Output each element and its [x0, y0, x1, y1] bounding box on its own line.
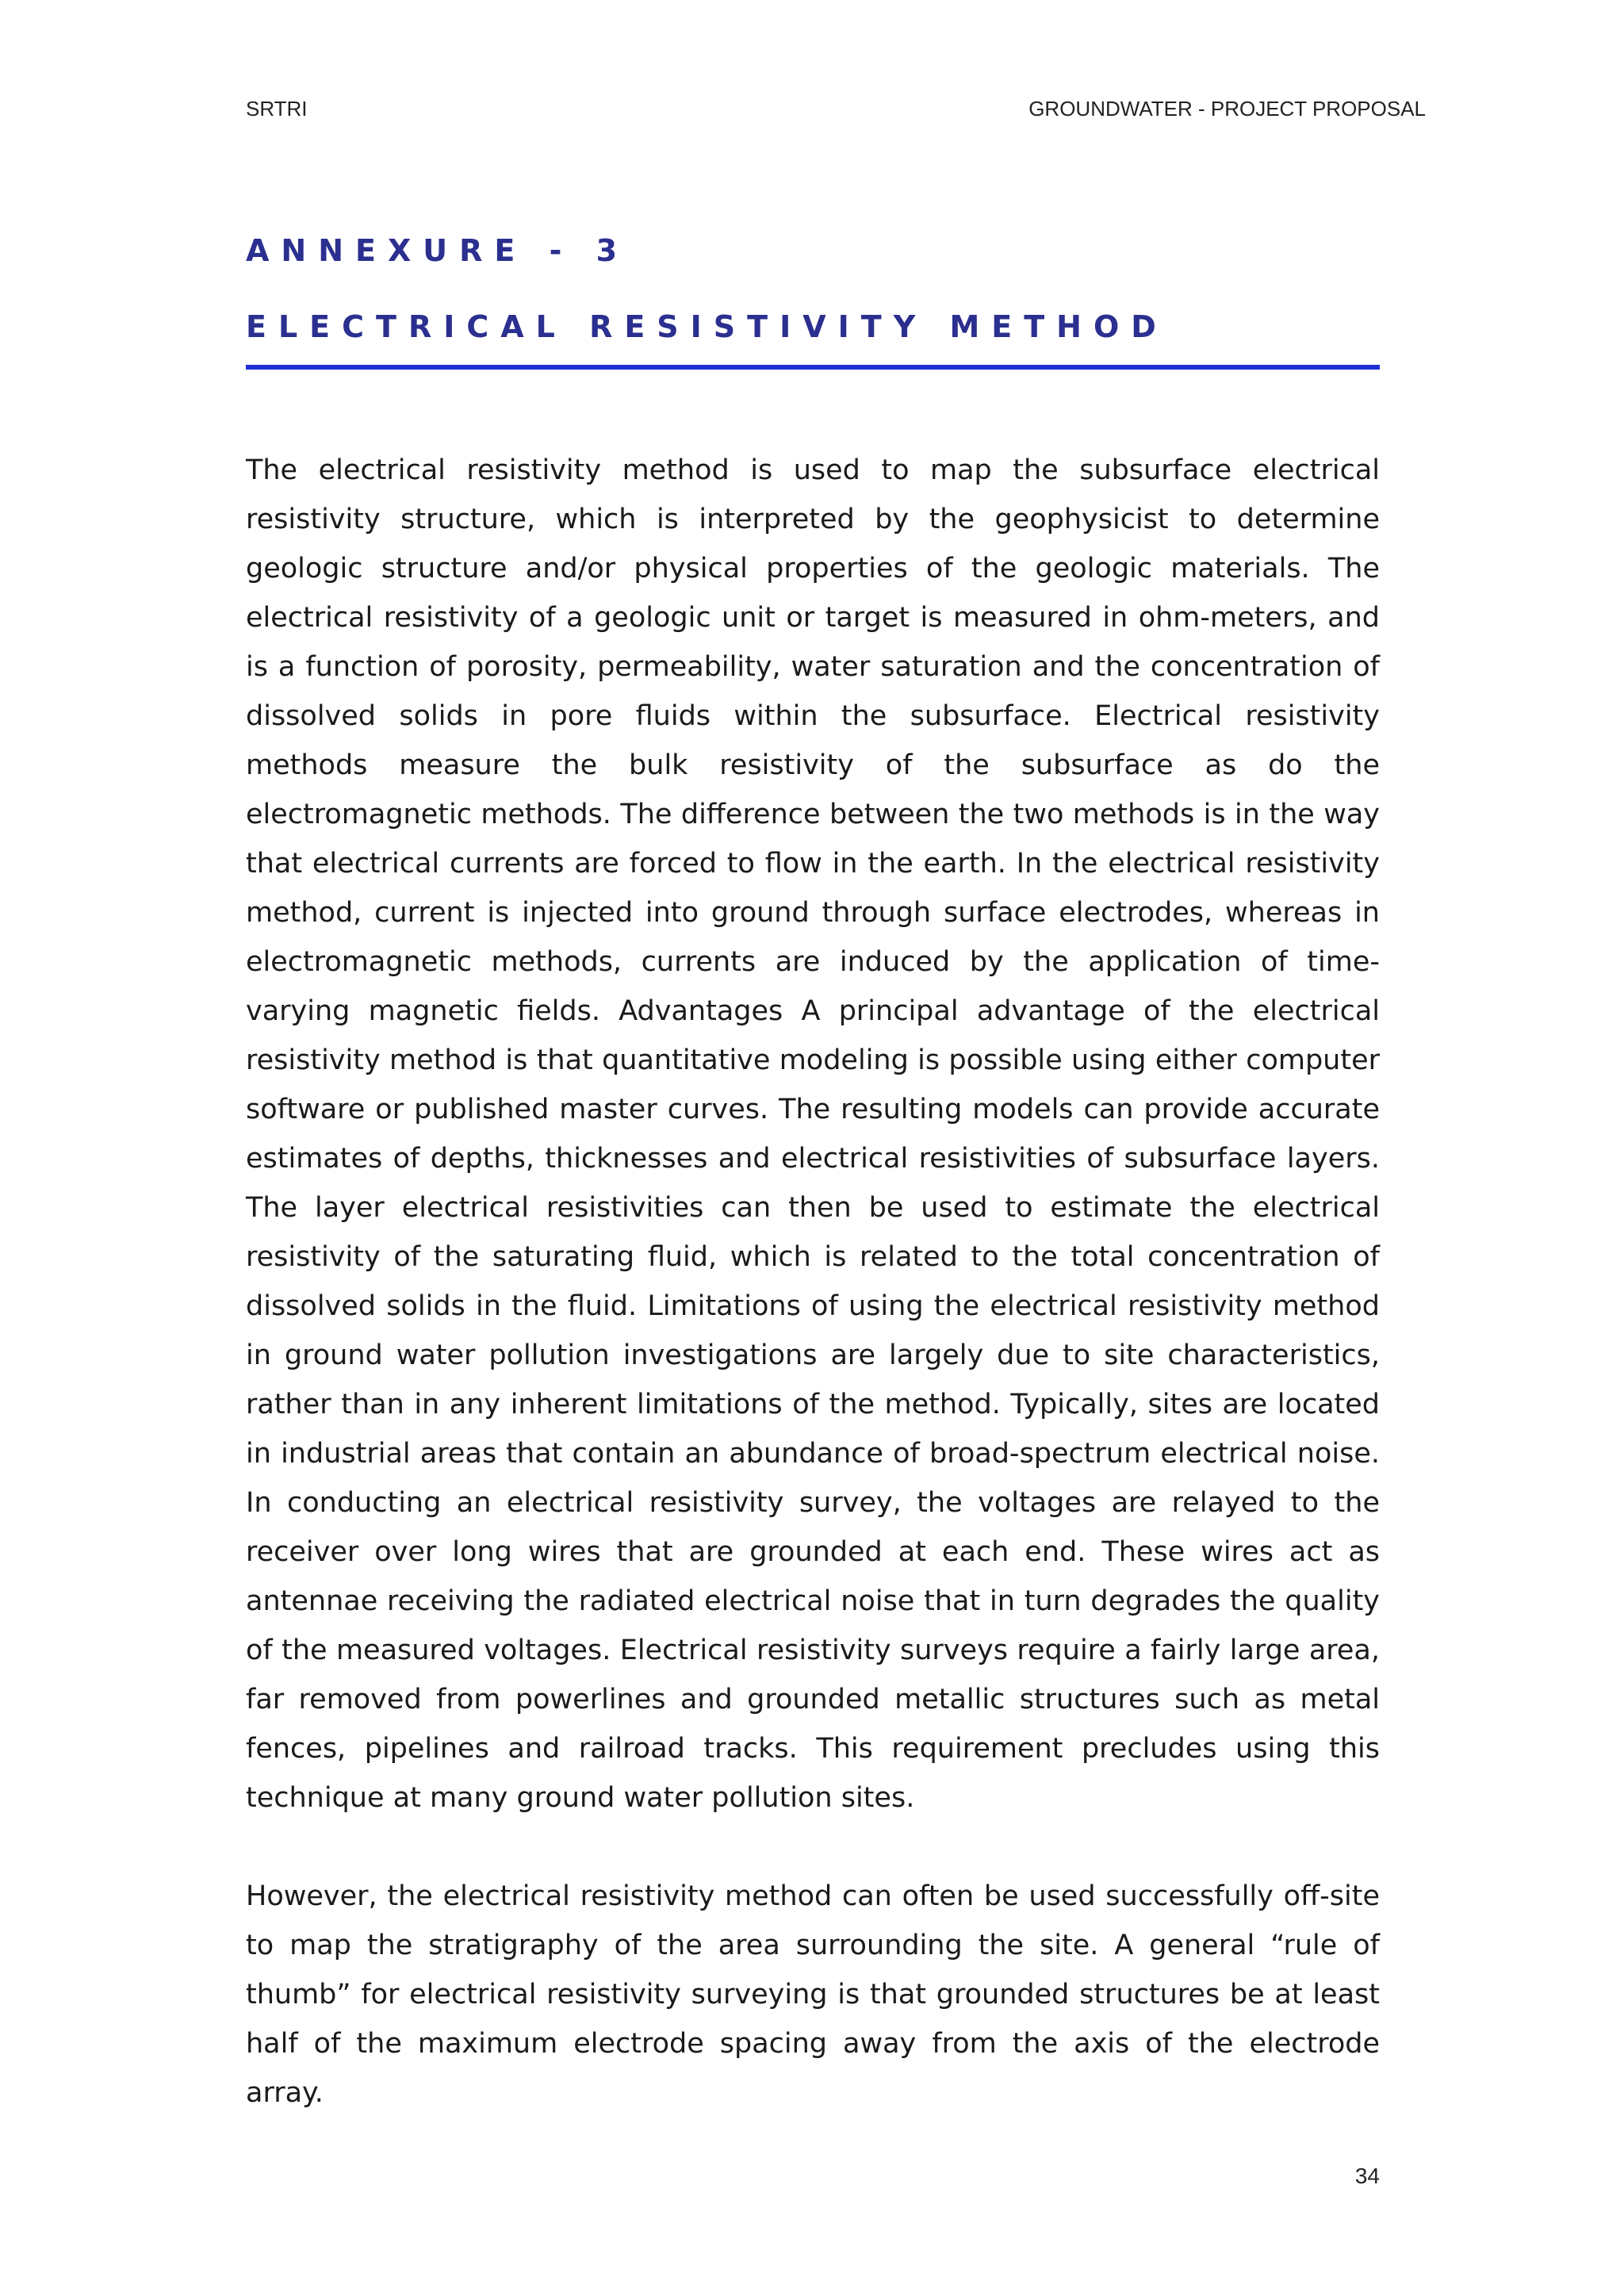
header-document-title: GROUNDWATER - PROJECT PROPOSAL [1028, 97, 1426, 121]
annexure-title: ELECTRICAL RESISTIVITY METHOD [246, 309, 1168, 344]
heading-divider-rule [246, 365, 1380, 370]
annexure-number: ANNEXURE - 3 [246, 233, 630, 268]
body-paragraph: However, the electrical resistivity method can often be used successfully off-site to map the stratigraphy of the area surrounding the site. A general “rule of thumb” for electrical resistivity surveying is that grounded structures be at least half of the maximum electrode spacing away from the axis of the electrode array. [246, 1880, 1380, 2109]
page-number: 34 [1354, 2164, 1380, 2188]
body-paragraph: The electrical resistivity method is used to map the subsurface electrical resistivity structure, which is interpreted by the geophysicist to determine geologic structure and/or physical properties of the geologic materials. The electrical resistivity of a geologic unit or target is measured in ohm-meters, and is a function of porosity, permeability, water saturation and the concentration of dissolved solids in pore fluids within the subsurface. Electrical resistivity methods measure the bulk resistivity of the subsurface as do the electromagnetic methods. The difference between the two methods is in the way that electrical currents are forced to flow in the earth. In the electrical resistivity method, current is injected into ground through surface electrodes, whereas in electromagnetic methods, currents are induced by the application of time-varying magnetic fields. Advantages A principal advantage of the electrical resistivity method is that quantitative modeling is possible using either computer software or published master curves. The resulting models can provide accurate estimates of depths, thicknesses and electrical resistivities of subsurface layers. The layer electrical resistivities can then be used to estimate the electrical resistivity of the saturating fluid, which is related to the total concentration of dissolved solids in the fluid. Limitations of using the electrical resistivity method in ground water pollution investigations are largely due to site characteristics, rather than in any inherent limitations of the method. Typically, sites are located in industrial areas that contain an abundance of broad-spectrum electrical noise. In conducting an electrical resistivity survey, the voltages are relayed to the receiver over long wires that are grounded at each end. These wires act as antennae receiving the radiated electrical noise that in turn degrades the quality of the measured voltages. Electrical resistivity surveys require a fairly large area, far removed from powerlines and grounded metallic structures such as metal fences, pipelines and railroad tracks. This requirement precludes using this technique at many ground water pollution sites. [246, 454, 1380, 1814]
running-header [246, 97, 1426, 125]
annexure-heading [246, 213, 1380, 365]
body-text [246, 446, 1380, 2118]
header-org-name: SRTRI [246, 97, 308, 121]
